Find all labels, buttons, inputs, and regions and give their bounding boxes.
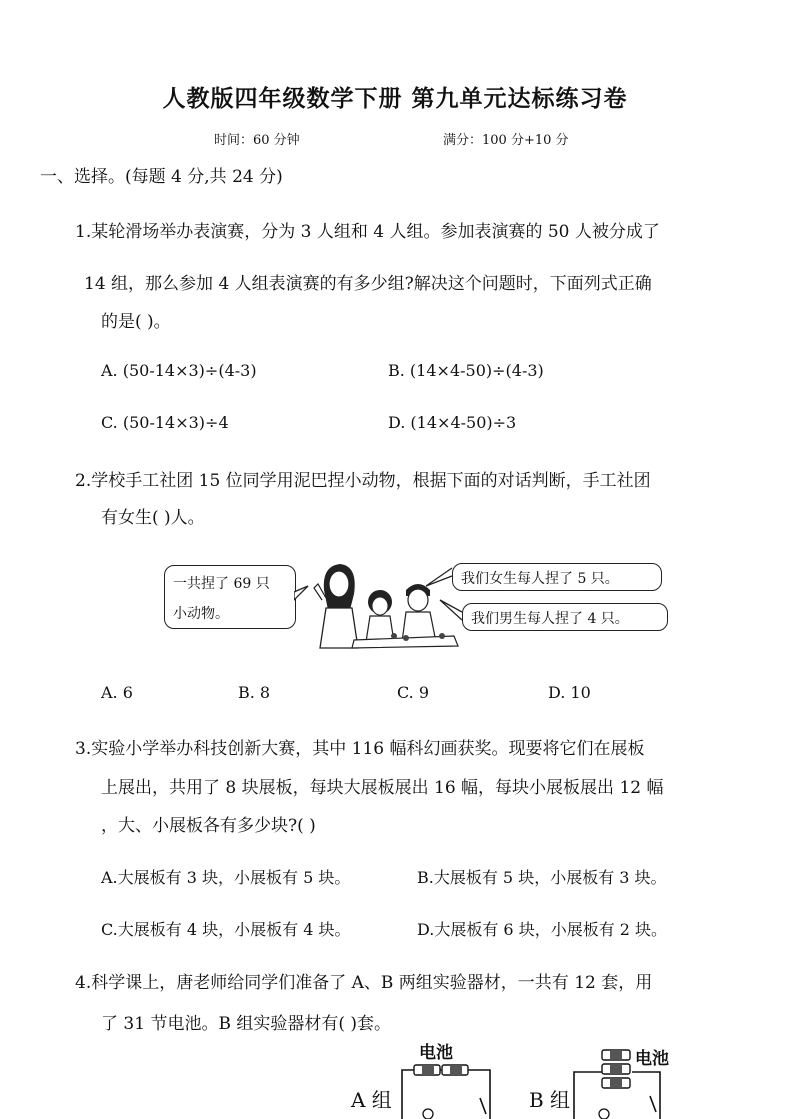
switch-icon	[480, 1098, 486, 1114]
teacher-speech-line1: 一共捏了 69 只	[173, 576, 270, 592]
teacher-and-students-illustration	[294, 560, 462, 650]
boy-figure-icon	[402, 584, 436, 642]
q1-option-c[interactable]: C. (50-14×3)÷4	[101, 413, 229, 432]
q2-line2: 有女生( )人。	[101, 508, 205, 528]
boys-speech-text: 我们男生每人捏了 4 只。	[471, 611, 629, 627]
q4-line1: 4.科学课上，唐老师给同学们准备了 A、B 两组实验器材，一共有 12 套，用	[75, 973, 653, 993]
exam-time: 时间：60 分钟	[214, 133, 300, 148]
circuit-a-diagram	[396, 1058, 496, 1119]
page-title: 人教版四年级数学下册 第九单元达标练习卷	[162, 86, 628, 112]
q3-option-d[interactable]: D.大展板有 6 块，小展板有 2 块。	[417, 920, 668, 939]
q3-option-c[interactable]: C.大展板有 4 块，小展板有 4 块。	[101, 920, 351, 939]
switch-icon	[650, 1096, 656, 1112]
girls-speech-bubble	[452, 563, 662, 591]
q1-option-a[interactable]: A. (50-14×3)÷(4-3)	[101, 361, 257, 380]
exam-score: 满分：100 分+10 分	[443, 133, 569, 148]
q4-line2: 了 31 节电池。B 组实验器材有( )套。	[101, 1014, 392, 1034]
section-heading-choice: 一、选择。(每题 4 分,共 24 分)	[40, 167, 283, 187]
group-b-battery-label: 电池	[635, 1049, 669, 1069]
q1-line2: 14 组，那么参加 4 人组表演赛的有多少组?解决这个问题时，下面列式正确	[84, 274, 652, 294]
q1-line3: 的是( )。	[101, 312, 171, 332]
q2-option-b[interactable]: B. 8	[238, 683, 271, 702]
q3-line3: ，大、小展板各有多少块?( )	[101, 816, 316, 836]
circuit-b-diagram	[568, 1044, 668, 1119]
girl-figure-icon	[366, 590, 394, 642]
battery-stack-icon	[602, 1050, 630, 1088]
group-a-label: A 组	[351, 1088, 392, 1112]
girls-speech-text: 我们女生每人捏了 5 只。	[461, 571, 619, 587]
q2-line1: 2.学校手工社团 15 位同学用泥巴捏小动物，根据下面的对话判断，手工社团	[75, 471, 651, 491]
q1-option-b[interactable]: B. (14×4-50)÷(4-3)	[388, 361, 544, 380]
boys-speech-bubble	[462, 603, 668, 631]
q2-option-c[interactable]: C. 9	[397, 683, 430, 702]
q3-line2: 上展出，共用了 8 块展板，每块大展板展出 16 幅，每块小展板展出 12 幅	[101, 778, 664, 798]
q3-option-b[interactable]: B.大展板有 5 块，小展板有 3 块。	[417, 868, 667, 887]
group-a-battery-label: 电池	[419, 1043, 453, 1063]
teacher-figure-icon	[314, 564, 358, 648]
teacher-speech-line2: 小动物。	[173, 606, 229, 622]
q2-option-d[interactable]: D. 10	[548, 683, 591, 702]
q1-option-d[interactable]: D. (14×4-50)÷3	[388, 413, 517, 432]
q1-line1: 1.某轮滑场举办表演赛，分为 3 人组和 4 人组。参加表演赛的 50 人被分成了	[75, 222, 660, 242]
q3-line1: 3.实验小学举办科技创新大赛，其中 116 幅科幻画获奖。现要将它们在展板	[75, 739, 645, 759]
teacher-speech-bubble	[164, 565, 296, 629]
q3-option-a[interactable]: A.大展板有 3 块，小展板有 5 块。	[101, 868, 351, 887]
q2-option-a[interactable]: A. 6	[101, 683, 133, 702]
bulb-icon	[599, 1109, 609, 1119]
bulb-icon	[423, 1109, 433, 1119]
group-b-label: B 组	[529, 1088, 571, 1112]
